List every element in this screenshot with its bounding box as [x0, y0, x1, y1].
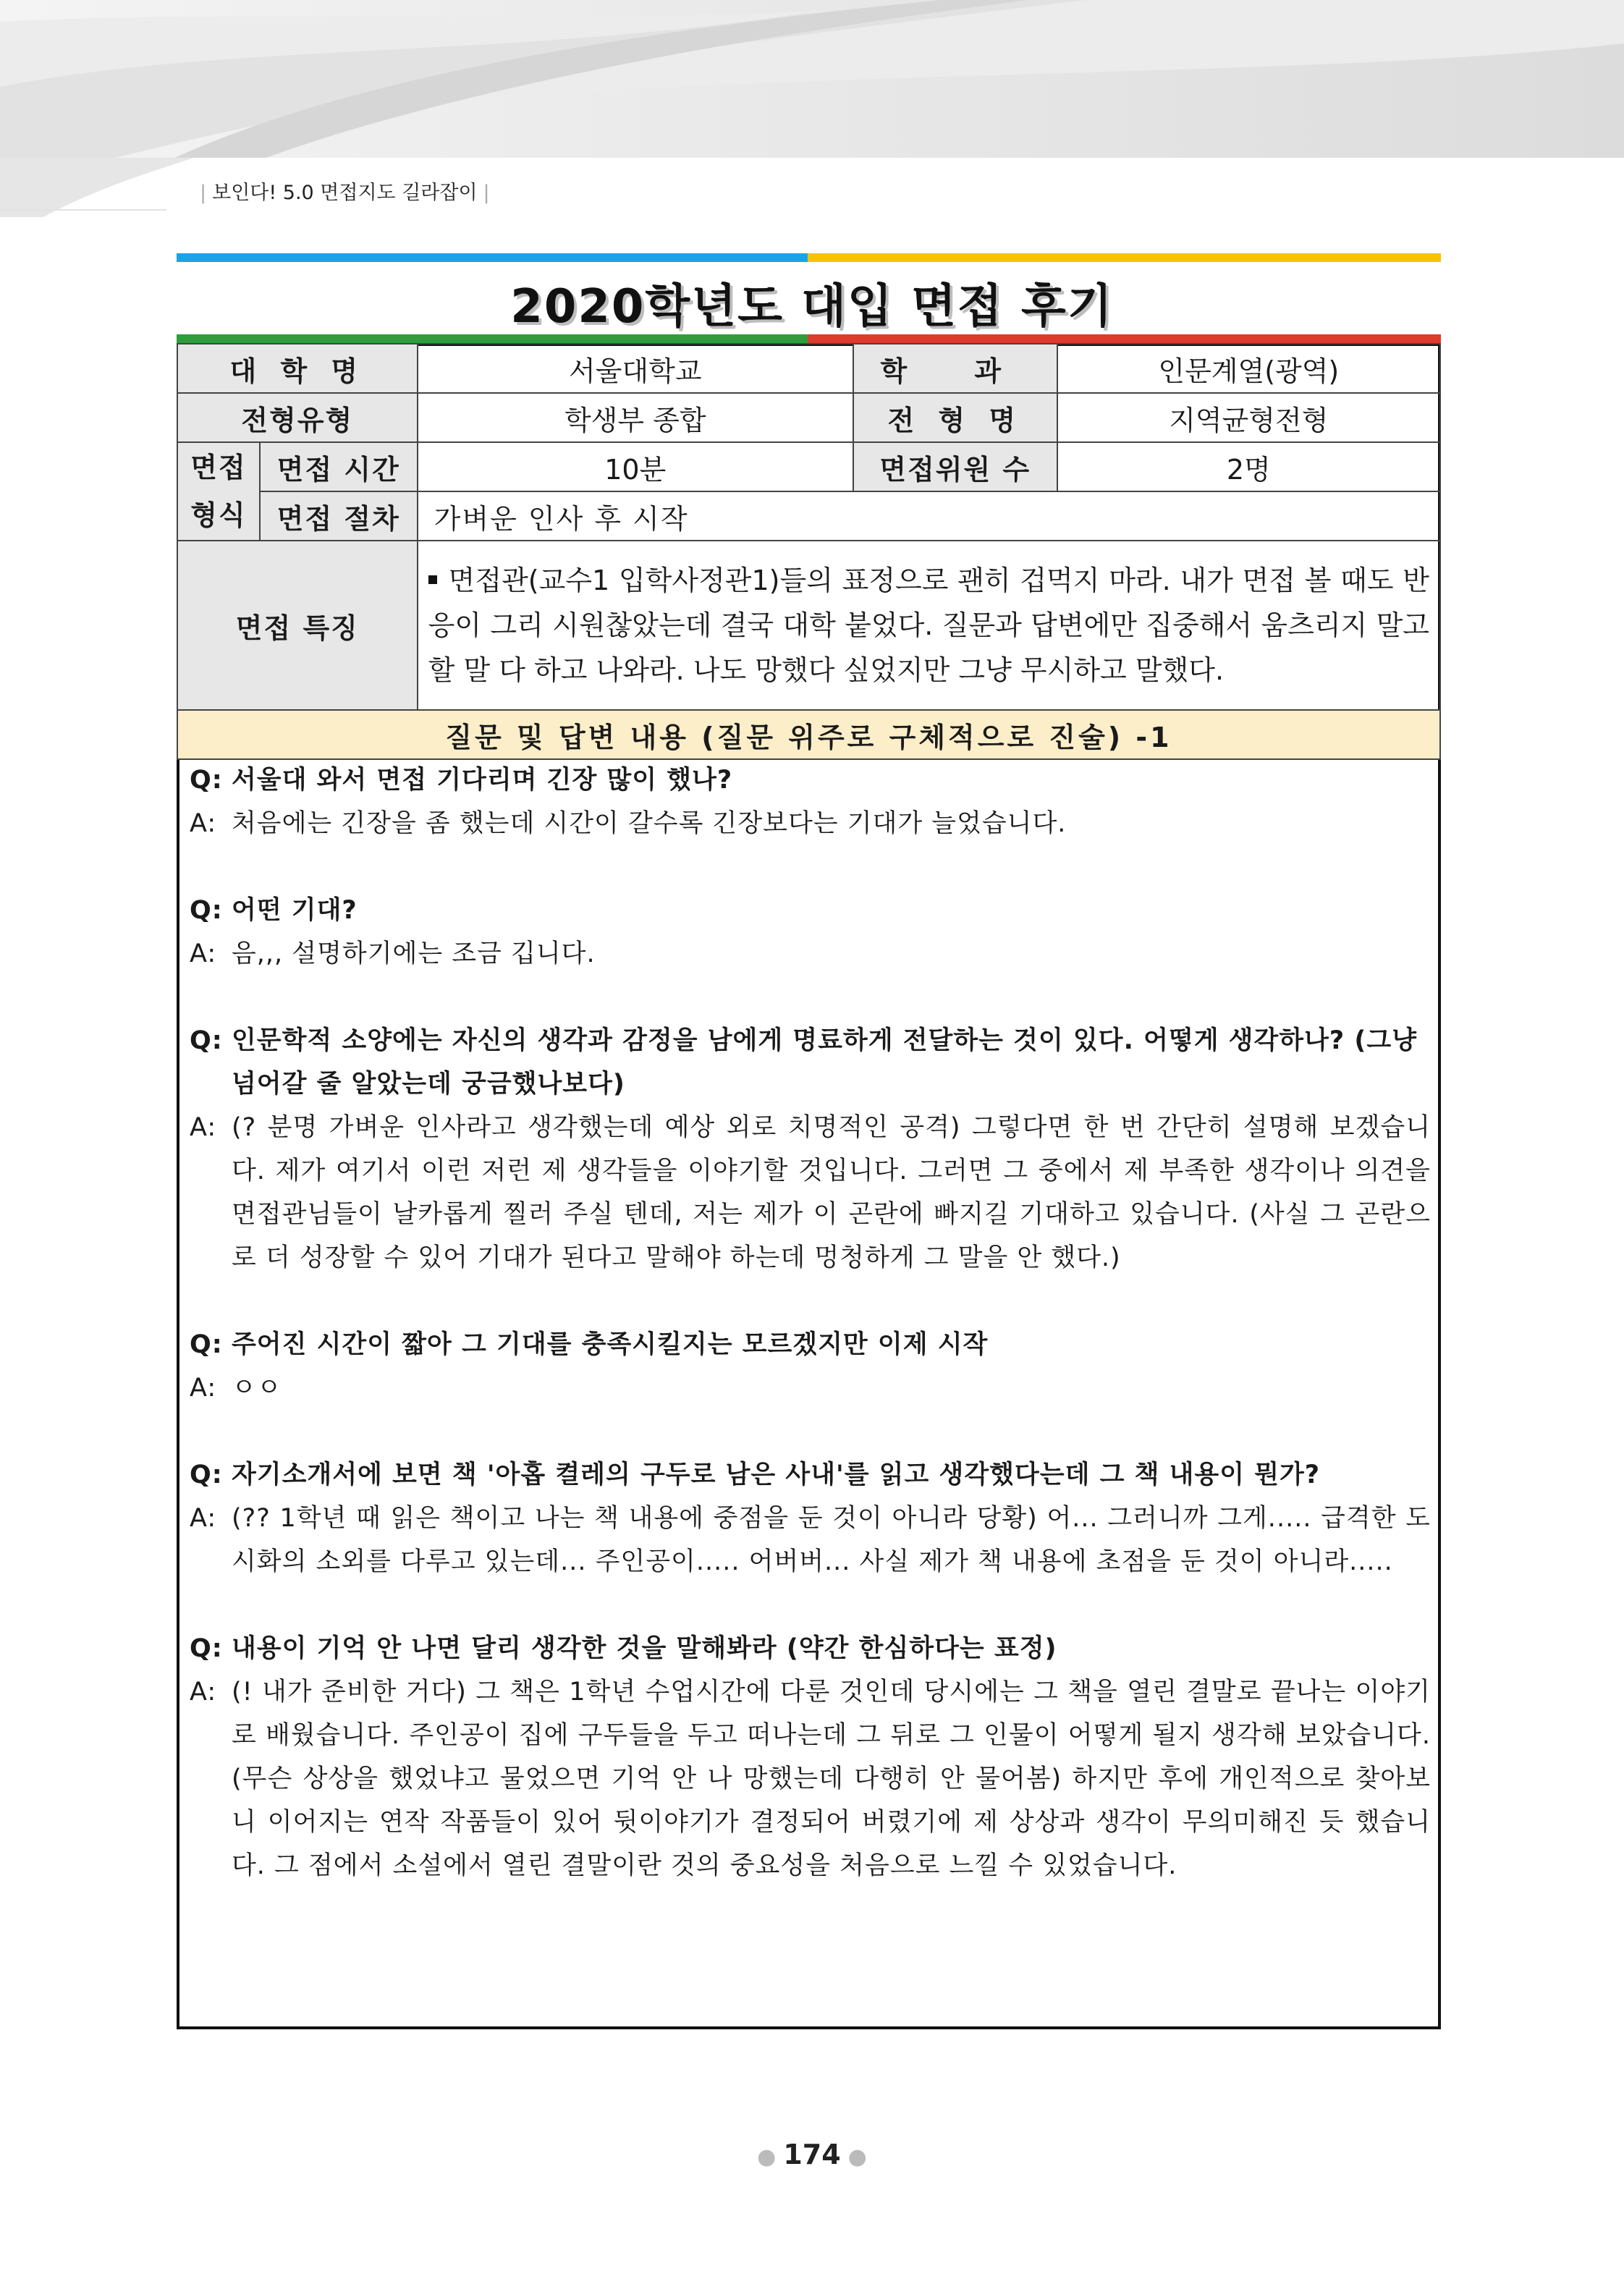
page-number: [0, 2139, 1624, 2170]
answer-text: 처음에는 긴장을 좀 했는데 시간이 갈수록 긴장보다는 기대가 늘었습니다.: [232, 809, 1067, 838]
answer-1: [190, 802, 1431, 845]
table-row: [177, 491, 1440, 541]
table-row: [177, 710, 1440, 759]
a-prefix: A:: [190, 1504, 217, 1533]
procedure-label: 면접 절차: [260, 491, 418, 541]
format-label-line1: 면접: [190, 452, 247, 483]
q-prefix: Q:: [190, 1634, 223, 1663]
top-bar-blue: [177, 253, 808, 262]
admission-type-value: 학생부 종합: [418, 393, 853, 442]
q-prefix: Q:: [190, 1026, 223, 1055]
question-4: [190, 1323, 1431, 1366]
qa-section: [190, 758, 1431, 1887]
department-value: 인문계열(광역): [1057, 344, 1440, 393]
answer-text: (! 내가 준비한 거다) 그 책은 1학년 수업시간에 다룬 것인데 당시에는 그 책을 열린 결말로 끝나는 이야기로 배웠습니다. 주인공이 집에 구두들을 두고 떠나는데 그 뒤로 그 인물이 어떻게 될지 생각해 보았습니다. (무슨 상상을 했었냐고 물었으면 기억 안 나 망했는데 다행히 안 물어봄) 하지만 후에 개인적으로 찾아보니 이어지는 연작 작품들이 있어 뒷이야기가 결정되어 버렸기에 제 상상과 생각이 무의미해진 듯 했습니다. 그 점에서 소설에서 열린 결말이란 것의 중요성을 처음으로 느낄 수 있었습니다.: [232, 1678, 1431, 1880]
question-text: 인문학적 소양에는 자신의 생각과 감정을 남에게 명료하게 전달하는 것이 있다. 어떻게 생각하나? (그냥 넘어갈 줄 알았는데 궁금했나보다): [232, 1026, 1418, 1099]
procedure-value: 가벼운 인사 후 시작: [418, 491, 1440, 541]
question-2: [190, 889, 1431, 932]
answer-4: [190, 1366, 1431, 1410]
question-text: 어떤 기대?: [232, 896, 358, 925]
table-row: [177, 541, 1440, 710]
a-prefix: A:: [190, 1678, 217, 1707]
answer-3: [190, 1106, 1431, 1280]
format-label-line2: 형식: [190, 499, 247, 531]
table-row: [177, 344, 1440, 393]
university-label: 대 학 명: [177, 344, 418, 393]
dot-icon: ●: [847, 2144, 867, 2170]
question-text: 자기소개서에 보면 책 '아홉 켤레의 구두로 남은 사내'를 읽고 생각했다는데 그 책 내용이 뭔가?: [232, 1460, 1321, 1489]
answer-6: [190, 1670, 1431, 1887]
admission-name-value: 지역균형전형: [1057, 393, 1440, 442]
question-6: [190, 1627, 1431, 1670]
interview-info-table: [177, 343, 1441, 760]
interviewer-count-label: 면접위원 수: [853, 442, 1057, 491]
q-prefix: Q:: [190, 896, 223, 925]
answer-text: 음,,, 설명하기에는 조금 깁니다.: [232, 939, 596, 968]
feature-text: 면접관(교수1 입학사정관1)들의 표정으로 괜히 겁먹지 마라. 내가 면접 볼 때도 반응이 그리 시원찮았는데 결국 대학 붙었다. 질문과 답변에만 집중해서 움츠리지 말고 할 말 다 하고 나와라. 나도 망했다 싶었지만 그냥 무시하고 말했다.: [428, 565, 1429, 686]
question-5: [190, 1453, 1431, 1497]
admission-type-label: 전형유형: [177, 393, 418, 442]
a-prefix: A:: [190, 1113, 217, 1142]
running-head: | 보인다! 5.0 면접지도 길라잡이 |: [200, 182, 490, 204]
feature-label: 면접 특징: [177, 541, 418, 710]
answer-text: (? 분명 가벼운 인사라고 생각했는데 예상 외로 치명적인 공격) 그렇다면 한 번 간단히 설명해 보겠습니다. 제가 여기서 이런 저런 제 생각들을 이야기할 것입니다. 그러면 그 중에서 제 부족한 생각이나 의견을 면접관님들이 날카롭게 찔러 주실 텐데, 저는 제가 이 곤란에 빠지길 기대하고 있습니다. (사실 그 곤란으로 더 성장할 수 있어 기대가 된다고 말해야 하는데 멍청하게 그 말을 안 했다.): [232, 1113, 1431, 1272]
feature-text-cell: [418, 541, 1440, 710]
a-prefix: A:: [190, 1374, 217, 1403]
table-row: [177, 442, 1440, 491]
bottom-bar-green: [177, 334, 808, 343]
answer-2: [190, 932, 1431, 976]
dot-icon: ●: [757, 2144, 777, 2170]
a-prefix: A:: [190, 809, 217, 838]
interviewer-count-value: 2명: [1057, 442, 1440, 491]
department-label: 학 과: [853, 344, 1057, 393]
question-text: 서울대 와서 면접 기다리며 긴장 많이 했나?: [232, 766, 733, 795]
page-number-text: 174: [783, 2139, 841, 2170]
question-text: 주어진 시간이 짧아 그 기대를 충족시킬지는 모르겠지만 이제 시작: [232, 1330, 989, 1359]
answer-5: [190, 1497, 1431, 1584]
answer-text: (?? 1학년 때 읽은 책이고 나는 책 내용에 중점을 둔 것이 아니라 당황) 어... 그러니까 그게..... 급격한 도시화의 소외를 다루고 있는데... 주인공이..... 어버버... 사실 제가 책 내용에 초점을 둔 것이 아니라.....: [232, 1504, 1431, 1576]
interview-time-value: 10분: [418, 442, 853, 491]
question-1: [190, 758, 1431, 802]
a-prefix: A:: [190, 939, 217, 968]
qa-heading: 질문 및 답변 내용 (질문 위주로 구체적으로 진술) -1: [177, 710, 1440, 759]
top-bar-yellow: [808, 253, 1441, 262]
question-3: [190, 1019, 1431, 1106]
q-prefix: Q:: [190, 1460, 223, 1489]
question-text: 내용이 기억 안 나면 달리 생각한 것을 말해봐라 (약간 한심하다는 표정): [232, 1634, 1057, 1663]
admission-name-label: 전 형 명: [853, 393, 1057, 442]
q-prefix: Q:: [190, 766, 223, 795]
format-label: [177, 442, 260, 541]
answer-text: ㅇㅇ: [232, 1374, 282, 1403]
document-title: 2020학년도 대입 면접 후기: [510, 280, 1114, 334]
bottom-bar-red: [808, 334, 1441, 343]
interview-time-label: 면접 시간: [260, 442, 418, 491]
running-head-text: 보인다! 5.0 면접지도 길라잡이: [212, 182, 478, 204]
q-prefix: Q:: [190, 1330, 223, 1359]
university-value: 서울대학교: [418, 344, 853, 393]
table-row: [177, 393, 1440, 442]
bullet-icon: [428, 575, 437, 584]
